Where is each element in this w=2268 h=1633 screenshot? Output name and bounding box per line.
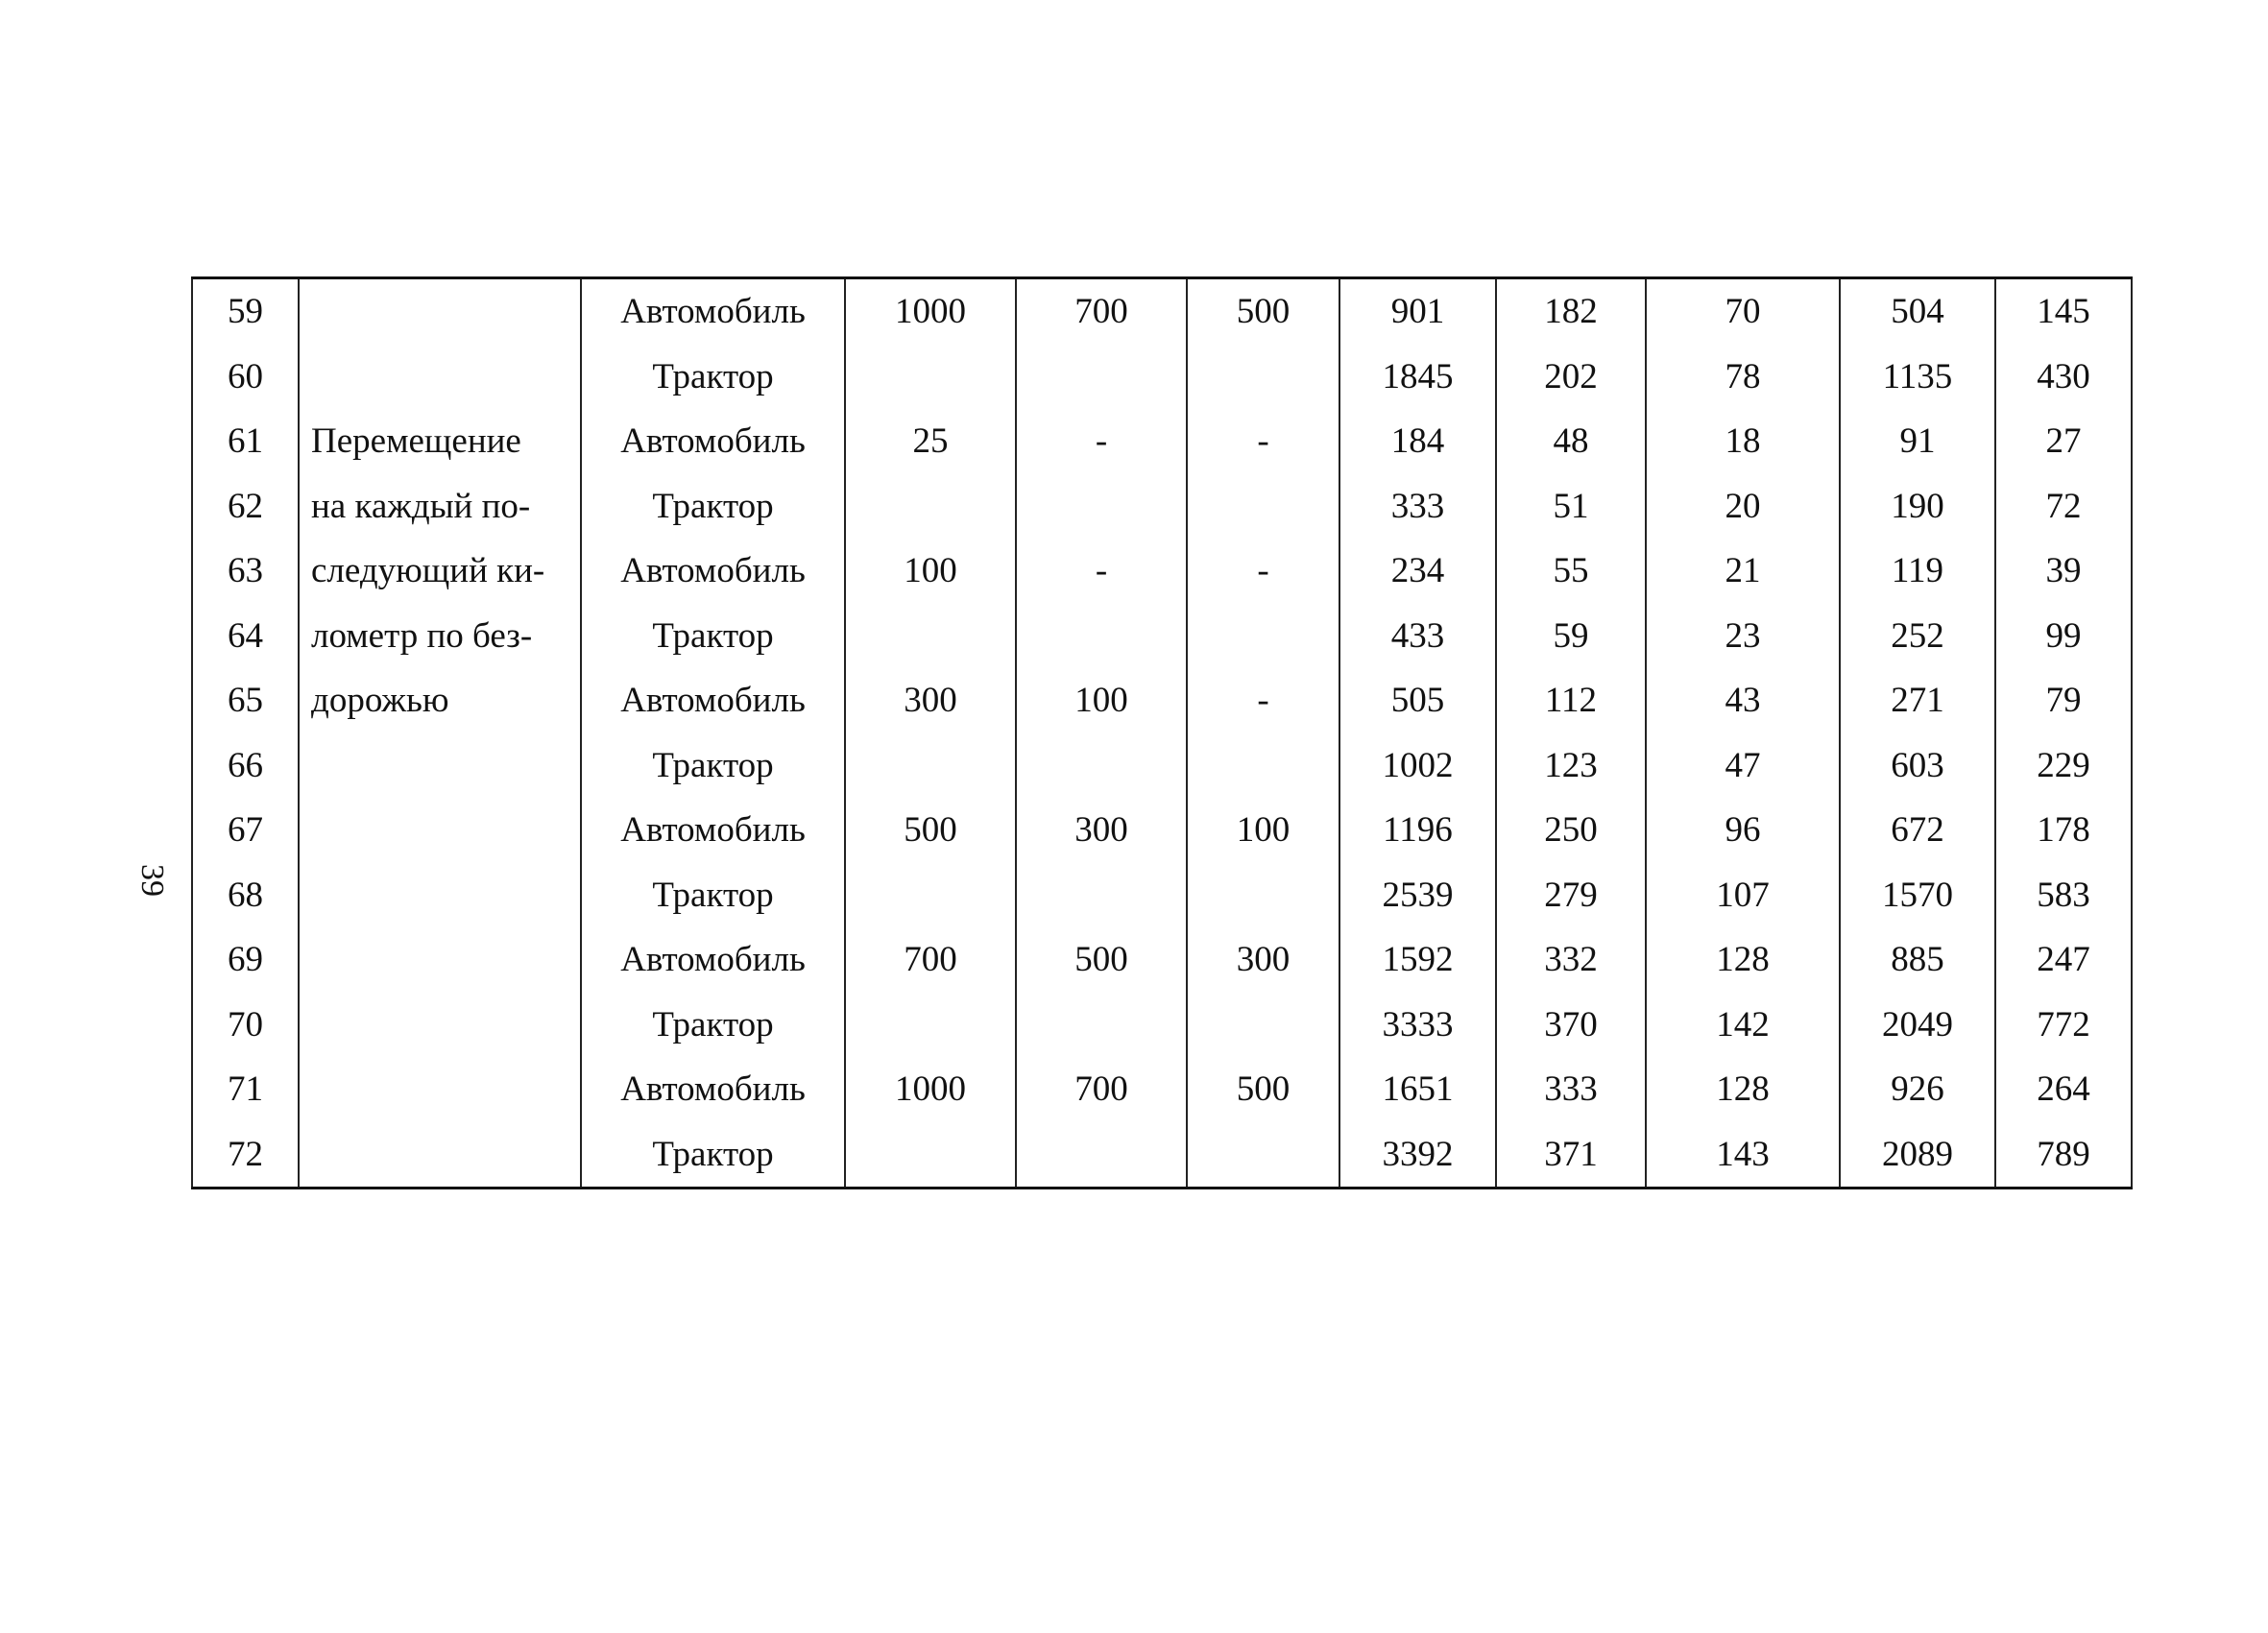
value-2-cell: 123 xyxy=(1496,733,1646,799)
value-4-cell: 603 xyxy=(1840,733,1995,799)
value-1-cell: 433 xyxy=(1339,604,1496,669)
row-number-cell: 70 xyxy=(192,993,299,1058)
value-1-cell: 1002 xyxy=(1339,733,1496,799)
page-number: 39 xyxy=(134,864,170,897)
cost-2-cell: 300 xyxy=(1016,798,1187,863)
value-3-cell: 142 xyxy=(1646,993,1840,1058)
vehicle-cell: Автомобиль xyxy=(581,1057,845,1122)
row-number-cell: 65 xyxy=(192,668,299,733)
cost-3-cell: 100 xyxy=(1187,798,1339,863)
value-4-cell: 252 xyxy=(1840,604,1995,669)
value-3-cell: 78 xyxy=(1646,345,1840,410)
value-2-cell: 279 xyxy=(1496,863,1646,928)
value-5-cell: 178 xyxy=(1995,798,2132,863)
cost-1-cell: 100 xyxy=(845,539,1016,604)
value-3-cell: 96 xyxy=(1646,798,1840,863)
value-2-cell: 59 xyxy=(1496,604,1646,669)
value-1-cell: 184 xyxy=(1339,409,1496,474)
value-5-cell: 145 xyxy=(1995,278,2132,345)
cost-2-cell xyxy=(1016,345,1187,410)
value-4-cell: 1135 xyxy=(1840,345,1995,410)
value-5-cell: 229 xyxy=(1995,733,2132,799)
row-number-cell: 69 xyxy=(192,927,299,993)
vehicle-cell: Трактор xyxy=(581,345,845,410)
vehicle-cell: Автомобиль xyxy=(581,278,845,345)
value-2-cell: 370 xyxy=(1496,993,1646,1058)
row-number-cell: 67 xyxy=(192,798,299,863)
cost-1-cell xyxy=(845,345,1016,410)
value-3-cell: 20 xyxy=(1646,474,1840,540)
value-5-cell: 39 xyxy=(1995,539,2132,604)
value-3-cell: 23 xyxy=(1646,604,1840,669)
value-2-cell: 51 xyxy=(1496,474,1646,540)
cost-1-cell xyxy=(845,993,1016,1058)
cost-1-cell xyxy=(845,474,1016,540)
value-3-cell: 143 xyxy=(1646,1122,1840,1189)
cost-3-cell xyxy=(1187,345,1339,410)
work-description-line: лометр по без- xyxy=(311,615,533,656)
cost-3-cell xyxy=(1187,733,1339,799)
value-1-cell: 333 xyxy=(1339,474,1496,540)
vehicle-cell: Автомобиль xyxy=(581,539,845,604)
value-3-cell: 18 xyxy=(1646,409,1840,474)
value-2-cell: 55 xyxy=(1496,539,1646,604)
value-3-cell: 21 xyxy=(1646,539,1840,604)
row-number-cell: 66 xyxy=(192,733,299,799)
work-description-line: на каждый по- xyxy=(311,486,531,526)
row-number-cell: 59 xyxy=(192,278,299,345)
cost-1-cell: 700 xyxy=(845,927,1016,993)
cost-3-cell xyxy=(1187,993,1339,1058)
cost-2-cell xyxy=(1016,993,1187,1058)
value-5-cell: 247 xyxy=(1995,927,2132,993)
value-4-cell: 119 xyxy=(1840,539,1995,604)
table-body xyxy=(192,278,2132,1189)
value-1-cell: 3392 xyxy=(1339,1122,1496,1189)
cost-1-cell xyxy=(845,733,1016,799)
value-4-cell: 91 xyxy=(1840,409,1995,474)
value-4-cell: 2089 xyxy=(1840,1122,1995,1189)
value-4-cell: 926 xyxy=(1840,1057,1995,1122)
cost-1-cell xyxy=(845,1122,1016,1189)
vehicle-cell: Автомобиль xyxy=(581,409,845,474)
cost-2-cell xyxy=(1016,604,1187,669)
value-3-cell: 47 xyxy=(1646,733,1840,799)
value-5-cell: 27 xyxy=(1995,409,2132,474)
vehicle-cell: Трактор xyxy=(581,863,845,928)
value-5-cell: 789 xyxy=(1995,1122,2132,1189)
cost-2-cell xyxy=(1016,733,1187,799)
value-1-cell: 3333 xyxy=(1339,993,1496,1058)
value-2-cell: 250 xyxy=(1496,798,1646,863)
value-5-cell: 79 xyxy=(1995,668,2132,733)
cost-1-cell: 25 xyxy=(845,409,1016,474)
cost-2-cell xyxy=(1016,1122,1187,1189)
value-2-cell: 202 xyxy=(1496,345,1646,410)
value-1-cell: 1845 xyxy=(1339,345,1496,410)
row-number-cell: 64 xyxy=(192,604,299,669)
value-4-cell: 1570 xyxy=(1840,863,1995,928)
cost-1-cell xyxy=(845,604,1016,669)
value-3-cell: 43 xyxy=(1646,668,1840,733)
value-2-cell: 48 xyxy=(1496,409,1646,474)
cost-2-cell: 700 xyxy=(1016,278,1187,345)
cost-2-cell: - xyxy=(1016,409,1187,474)
value-2-cell: 112 xyxy=(1496,668,1646,733)
value-1-cell: 901 xyxy=(1339,278,1496,345)
value-5-cell: 772 xyxy=(1995,993,2132,1058)
cost-3-cell xyxy=(1187,863,1339,928)
value-1-cell: 1651 xyxy=(1339,1057,1496,1122)
cost-3-cell: 500 xyxy=(1187,278,1339,345)
row-number-cell: 62 xyxy=(192,474,299,540)
data-table xyxy=(191,276,2133,1189)
value-5-cell: 72 xyxy=(1995,474,2132,540)
vehicle-cell: Трактор xyxy=(581,604,845,669)
cost-2-cell xyxy=(1016,863,1187,928)
cost-2-cell: 700 xyxy=(1016,1057,1187,1122)
value-2-cell: 182 xyxy=(1496,278,1646,345)
cost-3-cell: 300 xyxy=(1187,927,1339,993)
value-2-cell: 333 xyxy=(1496,1057,1646,1122)
cost-3-cell xyxy=(1187,474,1339,540)
work-description xyxy=(311,279,580,733)
row-number-cell: 68 xyxy=(192,863,299,928)
cost-1-cell: 1000 xyxy=(845,278,1016,345)
value-1-cell: 1592 xyxy=(1339,927,1496,993)
value-5-cell: 99 xyxy=(1995,604,2132,669)
work-description-cell xyxy=(299,278,581,1189)
value-1-cell: 1196 xyxy=(1339,798,1496,863)
vehicle-cell: Трактор xyxy=(581,733,845,799)
cost-2-cell: 500 xyxy=(1016,927,1187,993)
value-2-cell: 371 xyxy=(1496,1122,1646,1189)
vehicle-cell: Автомобиль xyxy=(581,798,845,863)
value-1-cell: 505 xyxy=(1339,668,1496,733)
cost-3-cell: - xyxy=(1187,668,1339,733)
cost-2-cell: - xyxy=(1016,539,1187,604)
value-1-cell: 2539 xyxy=(1339,863,1496,928)
cost-1-cell: 500 xyxy=(845,798,1016,863)
table-row xyxy=(192,278,2132,345)
cost-3-cell: - xyxy=(1187,539,1339,604)
value-4-cell: 885 xyxy=(1840,927,1995,993)
value-1-cell: 234 xyxy=(1339,539,1496,604)
cost-2-cell: 100 xyxy=(1016,668,1187,733)
vehicle-cell: Автомобиль xyxy=(581,668,845,733)
cost-3-cell xyxy=(1187,1122,1339,1189)
value-3-cell: 128 xyxy=(1646,927,1840,993)
value-3-cell: 128 xyxy=(1646,1057,1840,1122)
cost-3-cell: - xyxy=(1187,409,1339,474)
value-5-cell: 430 xyxy=(1995,345,2132,410)
row-number-cell: 63 xyxy=(192,539,299,604)
cost-1-cell xyxy=(845,863,1016,928)
cost-3-cell xyxy=(1187,604,1339,669)
value-4-cell: 672 xyxy=(1840,798,1995,863)
vehicle-cell: Трактор xyxy=(581,474,845,540)
row-number-cell: 72 xyxy=(192,1122,299,1189)
value-4-cell: 504 xyxy=(1840,278,1995,345)
value-2-cell: 332 xyxy=(1496,927,1646,993)
cost-1-cell: 1000 xyxy=(845,1057,1016,1122)
row-number-cell: 71 xyxy=(192,1057,299,1122)
cost-2-cell xyxy=(1016,474,1187,540)
value-5-cell: 583 xyxy=(1995,863,2132,928)
value-5-cell: 264 xyxy=(1995,1057,2132,1122)
value-3-cell: 70 xyxy=(1646,278,1840,345)
value-4-cell: 190 xyxy=(1840,474,1995,540)
work-description-line: дорожью xyxy=(311,681,449,720)
cost-1-cell: 300 xyxy=(845,668,1016,733)
work-description-line: следующий ки- xyxy=(311,551,545,590)
value-4-cell: 271 xyxy=(1840,668,1995,733)
work-description-line: Перемещение xyxy=(311,421,521,461)
row-number-cell: 61 xyxy=(192,409,299,474)
vehicle-cell: Трактор xyxy=(581,1122,845,1189)
row-number-cell: 60 xyxy=(192,345,299,410)
value-3-cell: 107 xyxy=(1646,863,1840,928)
value-4-cell: 2049 xyxy=(1840,993,1995,1058)
vehicle-cell: Автомобиль xyxy=(581,927,845,993)
vehicle-cell: Трактор xyxy=(581,993,845,1058)
cost-3-cell: 500 xyxy=(1187,1057,1339,1122)
